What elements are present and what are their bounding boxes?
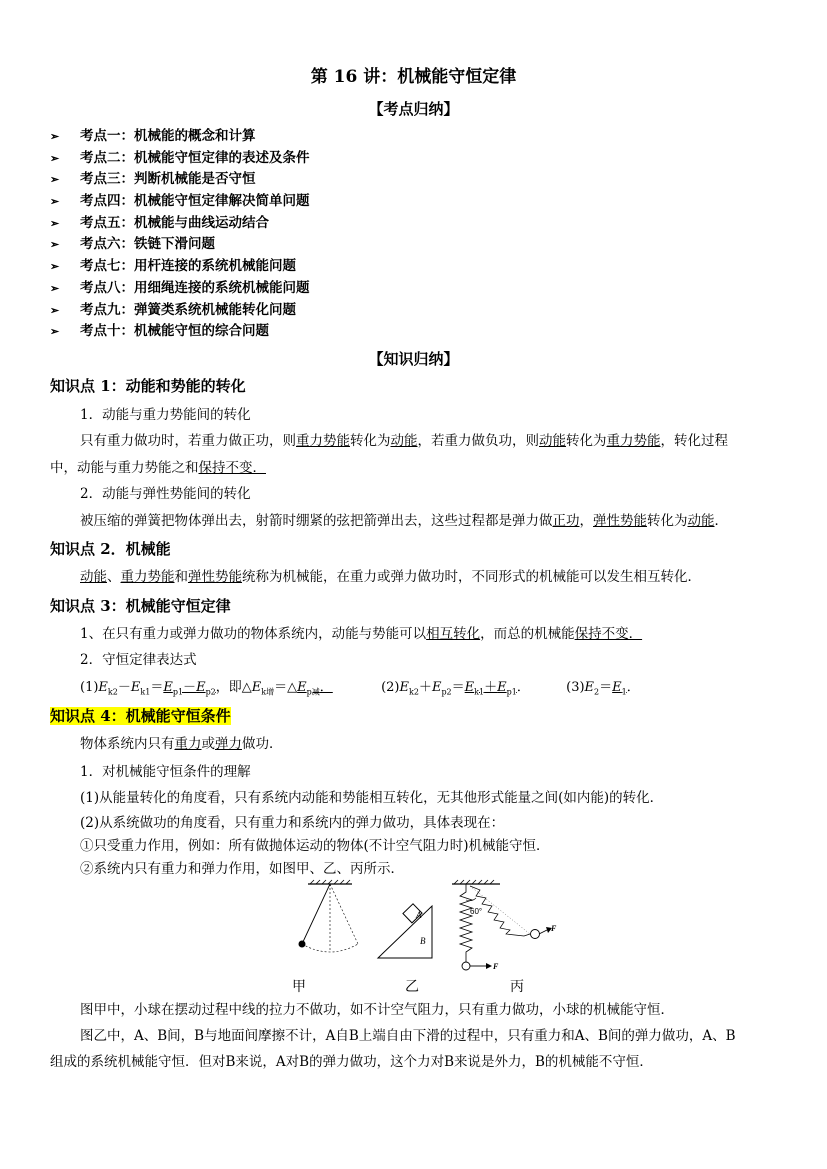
kp1-sub1: 1．动能与重力势能间的转化 — [80, 407, 251, 423]
caption-jia: 甲 — [292, 979, 306, 995]
caption-bing: 丙 — [510, 979, 524, 995]
arrow-bullet-icon: ➢ — [50, 281, 60, 295]
kaodian-heading: 【考点归纳】 — [368, 100, 459, 118]
page-title: 第 16 讲：机械能守恒定律 — [310, 67, 517, 87]
kp3-title: 知识点 3：机械能守恒定律 — [50, 597, 231, 615]
label-f-bottom: F — [493, 962, 499, 971]
list-item: ➢ 考点十：机械能守恒的综合问题 — [50, 321, 310, 343]
physics-figures — [290, 878, 590, 998]
label-angle: 60° — [470, 907, 483, 916]
list-item: ➢ 考点九：弹簧类系统机械能转化问题 — [50, 300, 310, 322]
label-f-right: F — [551, 924, 557, 933]
arrow-bullet-icon: ➢ — [50, 303, 60, 317]
arrow-bullet-icon: ➢ — [50, 151, 60, 165]
label-b: B — [420, 936, 426, 946]
figure-yi-incline — [378, 904, 432, 958]
kp2-para: 动能、重力势能和弹性势能统称为机械能，在重力或弹力做功时，不同形式的机械能可以发生相互转化． — [80, 569, 701, 585]
list-item: ➢ 考点七：用杆连接的系统机械能问题 — [50, 256, 310, 278]
list-item: ➢ 考点二：机械能守恒定律的表述及条件 — [50, 148, 310, 170]
kp4-para1: 物体系统内只有重力或弹力做功． — [80, 736, 283, 752]
kp1-para1: 只有重力做功时，若重力做正功，则重力势能转化为动能，若重力做负功，则动能转化为重力势能，转化过程 — [80, 433, 728, 449]
kp4-line3: ①只受重力作用，例如：所有做抛体运动的物体(不计空气阻力时)机械能守恒． — [80, 838, 550, 854]
kp4-line2: (2)从系统做功的角度看，只有重力和系统内的弹力做功，具体表现在： — [80, 815, 505, 831]
arrow-bullet-icon: ➢ — [50, 130, 60, 143]
kp3-formulas: $(1)E_{k2}-E_{k1}=E_{p1}-E_{p2}$，即$\triangle E_{k增}=\triangle E_{p减}$． $(2)E_{k2}+E_{p2}=E_{k1}+E_{p1}$． $(3)E_2=E_1$． — [80, 680, 640, 697]
figure-jia-pendulum — [299, 880, 359, 952]
label-a: A — [416, 910, 422, 920]
kp4-line6: 图乙中，A、B间，B与地面间摩擦不计，A自B上端自由下滑的过程中，只有重力和A、B间的弹力做功，A、B — [80, 1028, 736, 1044]
kp4-line4: ②系统内只有重力和弹力作用，如图甲、乙、丙所示． — [80, 861, 404, 877]
arrow-bullet-icon: ➢ — [50, 260, 60, 274]
arrow-bullet-icon: ➢ — [50, 173, 60, 187]
kaodian-list — [50, 126, 310, 343]
kp4-line7: 组成的系统机械能守恒．但对B来说，A对B的弹力做功，这个力对B来说是外力，B的机械能不守恒． — [50, 1054, 653, 1070]
list-item: ➢ 考点八：用细绳连接的系统机械能问题 — [50, 278, 310, 300]
zhishi-heading: 【知识归纳】 — [368, 350, 459, 368]
kp4-title: 知识点 4：机械能守恒条件 — [50, 707, 231, 725]
arrow-bullet-icon: ➢ — [50, 325, 60, 339]
arrow-bullet-icon: ➢ — [50, 238, 60, 252]
list-item: ➢ 考点三：判断机械能是否守恒 — [50, 169, 310, 191]
list-item: ➢ 考点六：铁链下滑问题 — [50, 234, 310, 256]
kp4-line5: 图甲中，小球在摆动过程中线的拉力不做功，如不计空气阻力，只有重力做功，小球的机械能守恒． — [80, 1002, 674, 1018]
list-item: ➢ 考点五：机械能与曲线运动结合 — [50, 213, 310, 235]
kp2-title: 知识点 2．机械能 — [50, 540, 171, 558]
kp1-para2: 被压缩的弹簧把物体弹出去，射箭时绷紧的弦把箭弹出去，这些过程都是弹力做正功，弹性势能转化为动能． — [80, 513, 728, 529]
kp3-sub2: 2．守恒定律表达式 — [80, 652, 197, 668]
kp3-para1: 1、在只有重力或弹力做功的物体系统内，动能与势能可以相互转化，而总的机械能保持不变． — [80, 626, 643, 642]
caption-yi: 乙 — [405, 979, 419, 995]
arrow-bullet-icon: ➢ — [50, 216, 60, 230]
kp1-sub2: 2．动能与弹性势能间的转化 — [80, 486, 251, 502]
figure-bing-spring — [452, 880, 557, 971]
list-item: ➢ 考点一：机械能的概念和计算 — [50, 126, 310, 148]
kp1-title: 知识点 1：动能和势能的转化 — [50, 377, 246, 395]
kp4-sub1: 1．对机械能守恒条件的理解 — [80, 764, 251, 780]
kp1-para1b: 中，动能与重力势能之和保持不变． — [50, 460, 266, 476]
kp4-line1: (1)从能量转化的角度看，只有系统内动能和势能相互转化，无其他形式能量之间(如内能)的转化． — [80, 790, 664, 806]
arrow-bullet-icon: ➢ — [50, 195, 60, 209]
list-item: ➢ 考点四：机械能守恒定律解决简单问题 — [50, 191, 310, 213]
